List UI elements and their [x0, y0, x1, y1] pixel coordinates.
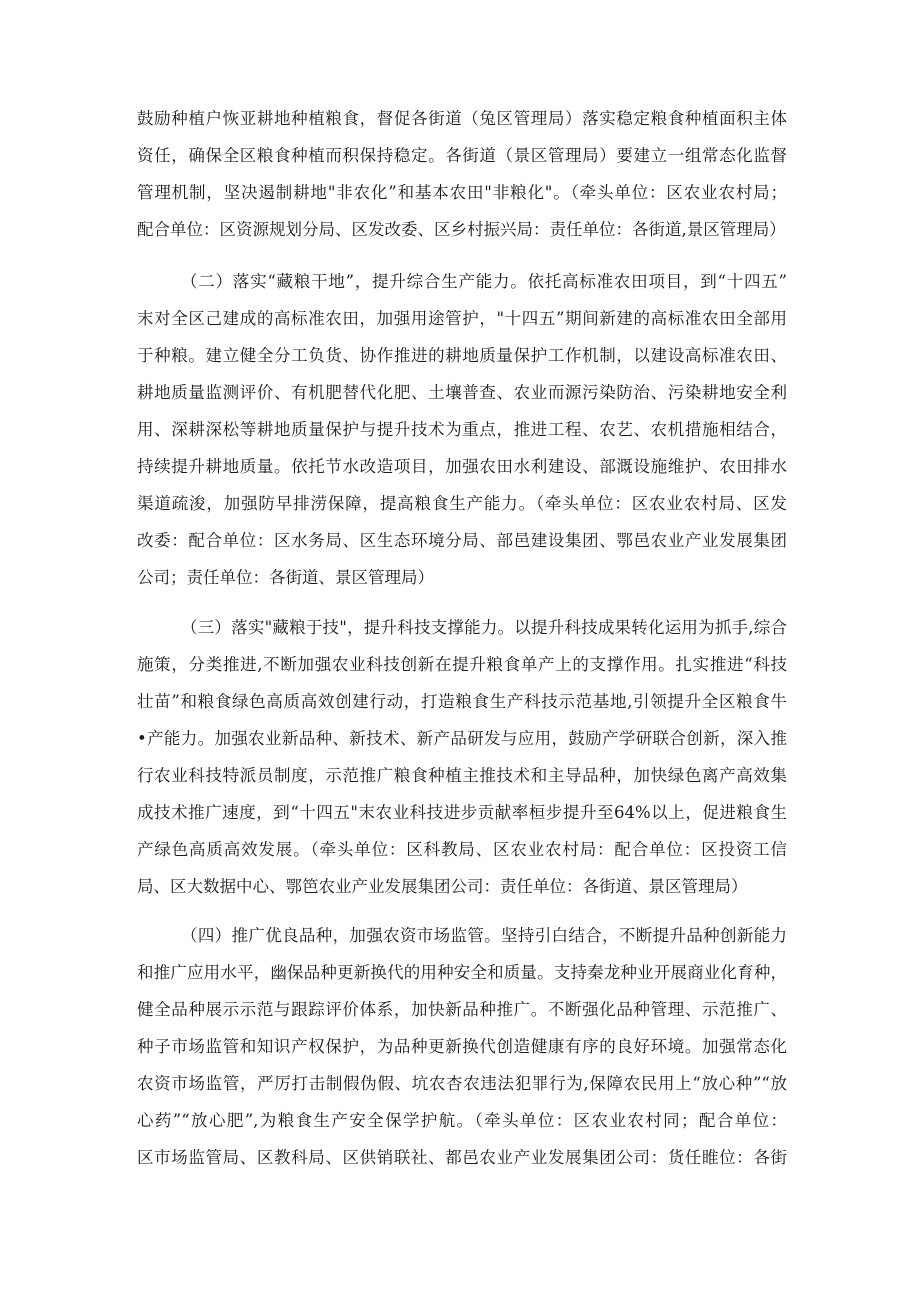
text-line: 农资市场监管，严厉打击制假伪假、坑农杏农违法犯罪行为,保障农民用上“放心种”“放	[137, 1074, 787, 1093]
text-line: 持续提升耕地质量。依托节水改造项目，加强农田水利建设、部溉设施维护、农田排水	[137, 457, 787, 476]
paragraph-2	[137, 263, 787, 596]
text-line: （二）落实“藏粮干地”，提升综合生产能力。依托高标准农田项目，到“十四五”	[181, 272, 787, 291]
text-line: 耕地质量监测评价、有机肥替代化肥、土壤普查、农业而源污染防治、污染耕地安全利	[137, 383, 787, 402]
text-line: 施策，分类推进,不断加强农业科技创新在提升粮食单产上的支撑作用。扎实推进“科技	[137, 655, 787, 674]
text-line: （三）落实"藏粮于技"，提升科技支撑能力。以提升科技成果转化运用为抓手,综合	[181, 618, 787, 637]
text-line: 管理机制，坚决遏制耕地"非农化”和基本农田"非粮化"。（牵头单位：区农业农村局；	[137, 183, 787, 202]
text-line: 成技术推广速度，到“十四五"末农业科技进步贡献率桓步提升至64%以上，促进粮食生	[137, 803, 787, 822]
text-line: 末对全区己建成的高标准农田，加强用途管护，"十四五”期间新建的高标准农田全部用	[137, 309, 787, 328]
text-line: 于种粮。建立健全分工负货、协作推进的耕地质量保护工作机制，以建设高标准农田、	[137, 346, 787, 365]
text-line: 种子市场监管和知识产权保护，为品种更新换代创造健康有序的良好环境。加强常态化	[137, 1037, 787, 1056]
text-line: 用、深耕深松等耕地质量保护与提升技术为重点，推进工程、农艺、农机措施相结合，	[137, 420, 787, 439]
text-line: 改委：配合单位：区水务局、区生态环境分局、部邑建设集团、鄂邑农业产业发展集团	[137, 531, 787, 550]
text-line: 心药”“放心肥”,为粮食生产安全保学护航。（牵头单位：区农业农村同；配合单位：	[137, 1111, 787, 1130]
text-line: 壮苗”和粮食绿色高质高效创建行动，打造粮食生产科技示范基地,引领提升全区粮食牛	[137, 692, 787, 711]
text-line: 局、区大数据中心、鄂笆农业产业发展集团公司：责任单位：各街道、景区管理局）	[137, 877, 748, 896]
text-line: 配合单位：区资源规划分局、区发改委、区乡村振兴局：责任单位：各街道,景区管理局）	[137, 220, 786, 239]
text-line: 资任，确保全区粮食种植而积保持稳定。各街道（景区管理局）要建立一组常态化监督	[137, 146, 787, 165]
text-line: 行农业科技特派员制度，示范推广粮食种植主推技术和主导品种，加快绿色离产高效集	[137, 766, 787, 785]
text-line: 渠道疏浚，加强防早排涝保障，提高粮食生产能力。（牵头单位：区农业农村局、区发	[137, 494, 787, 513]
paragraph-4	[137, 917, 787, 1176]
paragraph-3	[137, 609, 787, 905]
text-line: 区市场监管局、区教科局、区供销联社、都邑农业产业发展集团公司：货任睢位：各街	[137, 1148, 787, 1167]
text-line: •产能力。加强农业新品种、新技术、新产品研发与应用，鼓励产学研联合创新，深入推	[137, 729, 787, 748]
text-line: 鼓励种植户恢亚耕地种植粮食，督促各街道（兔区管理局）落实稳定粮食种植面积主体	[137, 109, 787, 128]
text-line: 健全品种展示示范与跟踪评价体系，加快新品种推广。不断强化品种管理、示范推广、	[137, 1000, 787, 1019]
text-line: 产绿色高质高效发展。（牵头单位：区科教局、区农业农村局：配合单位：区投资工信	[137, 840, 787, 859]
text-line: 和推广应用水平，幽保品种更新换代的用种安全和质量。支持秦龙种业开展商业化育种，	[137, 963, 787, 982]
paragraph-1	[137, 100, 787, 248]
text-line: （四）推广优良品种，加强农资市场监管。坚持引白结合，不断提升品种创新能力	[181, 926, 787, 945]
text-line: 公司；责任单位：各街道、景区管理局）	[137, 568, 434, 587]
